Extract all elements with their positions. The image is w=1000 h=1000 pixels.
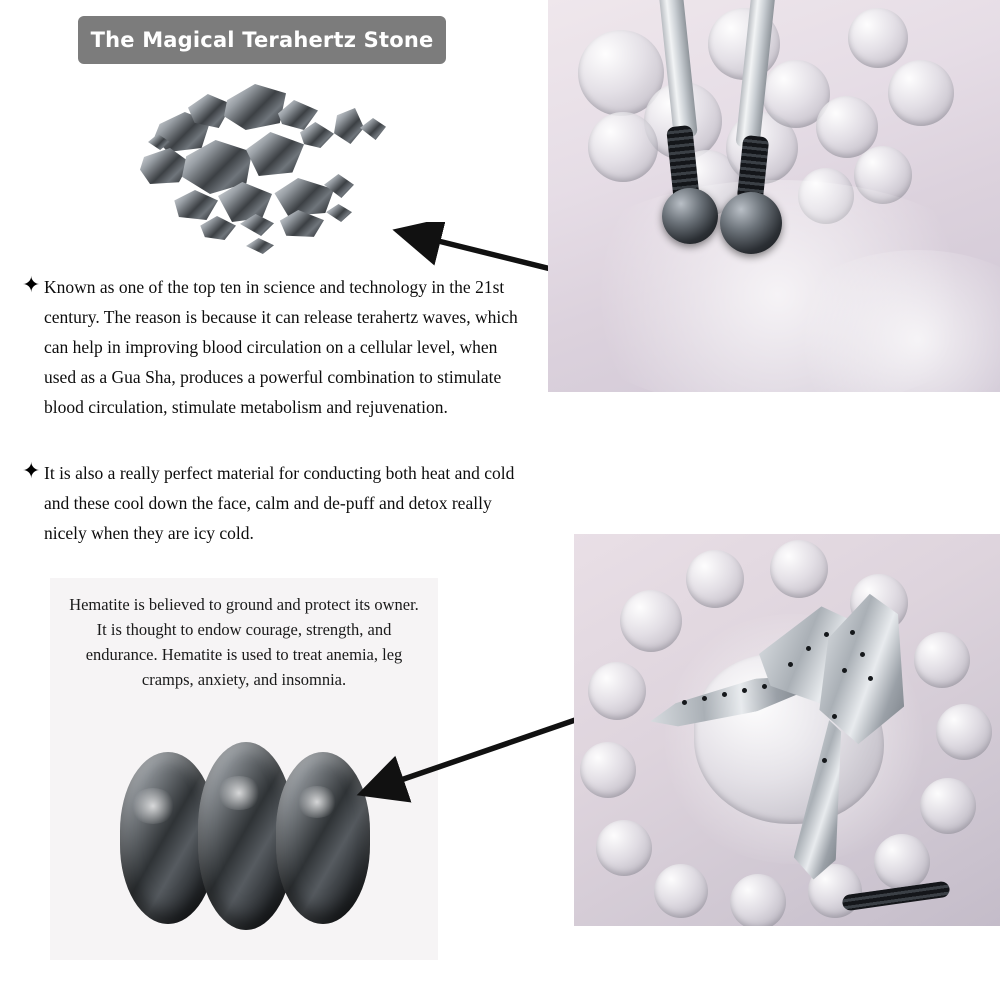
gua-sha-blade-tools-photo [574, 534, 1000, 926]
bullet-item-2 [22, 458, 522, 548]
bullet-1-text: Known as one of the top ten in science and technology in the 21st century. The reason is because it can release terahertz waves, which can help in improving blood circulation on a cellular level, when used as a Gua Sha, produces a powerful combination to stimulate blood circulation, stimulate metabolism and rejuvenation. [44, 277, 518, 417]
sparkle-icon: ✦ [22, 459, 41, 484]
hematite-stone-photo [120, 728, 370, 943]
bullet-2-text: It is also a really perfect material for conducting both heat and cold and these cool down the face, calm and de-puff and detox really nicely when they are icy cold. [44, 463, 515, 543]
gua-sha-wand-tips-photo [548, 0, 1000, 392]
bullet-item-1 [22, 272, 522, 422]
terahertz-rubble-photo [128, 78, 420, 258]
page-title-banner [78, 16, 446, 64]
page-title: The Magical Terahertz Stone [90, 28, 434, 52]
hematite-caption: Hematite is believed to ground and protect its owner. It is thought to endow courage, strength, and endurance. Hematite is used to treat anemia, leg cramps, anxiety, and insomnia. [69, 595, 419, 689]
sparkle-icon: ✦ [22, 273, 41, 298]
